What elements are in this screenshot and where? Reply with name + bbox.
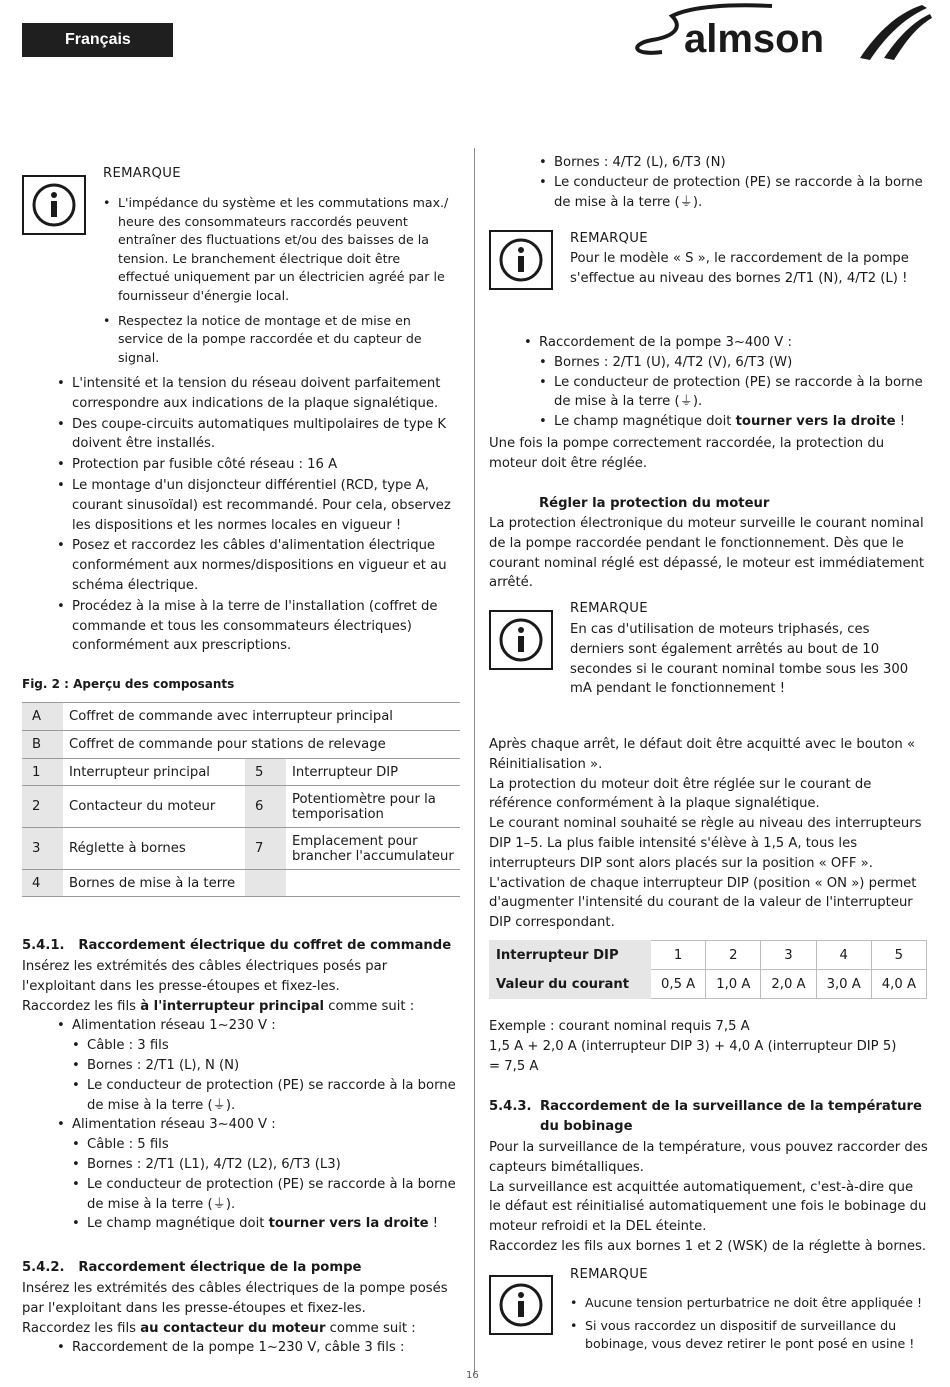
paragraph: 1,5 A + 2,0 A (interrupteur DIP 3) + 4,0 A (interrupteur DIP 5) = 7,5 A bbox=[489, 1038, 897, 1074]
dip-cell: 0,5 A bbox=[651, 970, 706, 999]
pump3-list bbox=[524, 333, 929, 432]
motor-protection-heading: Régler la protection du moteur bbox=[539, 496, 770, 511]
bold-text: tourner vers la droite bbox=[268, 1216, 429, 1232]
supply-list bbox=[57, 1016, 462, 1234]
terminal-list bbox=[539, 153, 929, 212]
section-title: Raccordement électrique de la pompe bbox=[78, 1260, 362, 1275]
list-item: • Raccordement de la pompe 1~230 V, câble 3 fils : bbox=[57, 1338, 462, 1358]
section-number: 5.4.2. bbox=[22, 1260, 65, 1275]
dip-cell: 4,0 A bbox=[871, 970, 926, 999]
paragraph: Insérez les extrémités des câbles électriques de la pompe posés par l'exploitant dans les presse-étoupes et fixez-les. bbox=[22, 1281, 448, 1316]
text: Raccordez les fils bbox=[22, 998, 141, 1014]
text: Alimentation réseau 1~230 V : bbox=[72, 1018, 276, 1034]
comp-label: Interrupteur principal bbox=[63, 759, 245, 786]
list-item bbox=[524, 333, 929, 432]
paragraph: Exemple : courant nominal requis 7,5 A bbox=[489, 1019, 750, 1034]
list-item bbox=[539, 412, 929, 432]
sub-list bbox=[539, 353, 929, 432]
list-item: • Câble : 3 fils bbox=[72, 1036, 462, 1056]
paragraph: Raccordez les fils aux bornes 1 et 2 (WSK) de la réglette à bornes. bbox=[489, 1238, 927, 1254]
req-item: • Procédez à la mise à la terre de l'installation (coffret de commande et tous les consommateurs électriques) conformément aux prescriptions. bbox=[57, 597, 452, 656]
section-5-4-2-body bbox=[22, 1279, 462, 1358]
text: Le champ magnétique doit bbox=[554, 414, 736, 430]
comp-key bbox=[245, 870, 286, 897]
info-icon bbox=[489, 1275, 553, 1335]
section-5-4-1-heading bbox=[22, 936, 451, 956]
svg-text:almson: almson bbox=[684, 17, 825, 61]
comp-key: B bbox=[22, 731, 63, 759]
figure-caption: Fig. 2 : Aperçu des composants bbox=[22, 677, 235, 691]
bold-text: au contacteur du moteur bbox=[140, 1320, 326, 1336]
req-item: • Des coupe-circuits automatiques multipolaires de type K doivent être installés. bbox=[57, 415, 452, 455]
components-table bbox=[22, 702, 460, 897]
comp-key: 2 bbox=[22, 786, 63, 828]
comp-label: Emplacement pour brancher l'accumulateur bbox=[286, 828, 460, 870]
note-label: REMARQUE bbox=[570, 1267, 648, 1282]
list-item: • Bornes : 4/T2 (L), 6/T3 (N) bbox=[539, 153, 929, 173]
comp-key: 5 bbox=[245, 759, 286, 786]
note4-item: • Si vous raccordez un dispositif de surveillance du bobinage, vous devez retirer le pont posé en usine ! bbox=[570, 1317, 925, 1354]
text: Alimentation réseau 3~400 V : bbox=[72, 1117, 276, 1133]
comp-label: Coffret de commande pour stations de relevage bbox=[63, 731, 460, 759]
dip-cell: 1 bbox=[651, 941, 706, 970]
note3-text: En cas d'utilisation de moteurs triphasés, ces derniers sont également arrêtés au bout de 10 secondes si le courant nominal tombe sous les 300 mA pendant le fonctionnement ! bbox=[570, 622, 909, 697]
dip-cell: 3,0 A bbox=[816, 970, 871, 999]
comp-key: 6 bbox=[245, 786, 286, 828]
list-item: • Le conducteur de protection (PE) se raccorde à la borne de mise à la terre (⏚). bbox=[72, 1175, 462, 1215]
note4-list bbox=[570, 1294, 925, 1354]
note-label: REMARQUE bbox=[570, 601, 648, 616]
list-item bbox=[72, 1214, 462, 1234]
page-number: 16 bbox=[466, 1370, 479, 1381]
paragraph bbox=[22, 1319, 462, 1339]
info-icon bbox=[489, 230, 553, 290]
dip-cell: 2 bbox=[706, 941, 761, 970]
dip-cell: 4 bbox=[816, 941, 871, 970]
note4-item: • Aucune tension perturbatrice ne doit être appliquée ! bbox=[570, 1294, 925, 1313]
text: ! bbox=[895, 414, 906, 430]
requirements-list bbox=[57, 374, 452, 656]
note2-text: Pour le modèle « S », le raccordement de la pompe s'effectue au niveau des bornes 2/T1 (N), 4/T2 (L) ! bbox=[570, 251, 909, 286]
dip-row-label: Valeur du courant bbox=[490, 970, 651, 999]
column-divider bbox=[474, 148, 475, 1373]
paragraph: La protection électronique du moteur surveille le courant nominal de la pompe raccordée pendant le fonctionnement. Dès que le courant nominal réglé est dépassé, le moteur est immédiatement arrêté. bbox=[489, 516, 925, 591]
dip-explanation bbox=[489, 735, 929, 933]
dip-row-label: Interrupteur DIP bbox=[490, 941, 651, 970]
info-icon bbox=[22, 175, 86, 235]
note-label: REMARQUE bbox=[570, 231, 648, 246]
example bbox=[489, 1017, 909, 1076]
list-item: • Bornes : 2/T1 (L1), 4/T2 (L2), 6/T3 (L3) bbox=[72, 1155, 462, 1175]
text: Raccordez les fils bbox=[22, 1320, 141, 1336]
note1-list bbox=[103, 194, 453, 367]
info-icon bbox=[489, 610, 553, 670]
list-item bbox=[57, 1016, 462, 1115]
comp-key: 7 bbox=[245, 828, 286, 870]
dip-cell: 5 bbox=[871, 941, 926, 970]
note1-item: • Respectez la notice de montage et de mise en service de la pompe raccordée et du capteur de signal. bbox=[103, 312, 453, 368]
list-item: • Le conducteur de protection (PE) se raccorde à la borne de mise à la terre (⏚). bbox=[539, 373, 929, 413]
pump-list bbox=[57, 1338, 462, 1358]
list-item bbox=[57, 1115, 462, 1234]
paragraph bbox=[22, 997, 462, 1017]
paragraph: La surveillance est acquittée automatiquement, c'est-à-dire que le défaut est réinitialisé automatiquement une fois le bobinage du moteur refroidi et la DEL éteinte. bbox=[489, 1179, 927, 1235]
comp-key: 3 bbox=[22, 828, 63, 870]
bold-text: à l'interrupteur principal bbox=[140, 998, 325, 1014]
dip-cell: 3 bbox=[761, 941, 816, 970]
section-5-4-3-body bbox=[489, 1138, 929, 1257]
paragraph: Le courant nominal souhaité se règle au niveau des interrupteurs DIP 1–5. La plus faible intensité s'élève à 1,5 A, tous les interrupteurs DIP sont alors placés sur la position « OFF ». L'activation de chaque interrupteur DIP (position « ON ») permet d'augmenter l'intensité du courant de la valeur de l'interrupteur DIP correspondant. bbox=[489, 816, 922, 931]
section-5-4-2-heading bbox=[22, 1258, 361, 1278]
comp-label: Bornes de mise à la terre bbox=[63, 870, 245, 897]
comp-label bbox=[286, 870, 460, 897]
dip-cell: 2,0 A bbox=[761, 970, 816, 999]
comp-key: A bbox=[22, 703, 63, 731]
list-item: • Câble : 5 fils bbox=[72, 1135, 462, 1155]
paragraph: Insérez les extrémités des câbles électriques posés par l'exploitant dans les presse-étoupes et fixez-les. bbox=[22, 959, 388, 994]
comp-label: Réglette à bornes bbox=[63, 828, 245, 870]
text: Raccordement de la pompe 3~400 V : bbox=[539, 335, 792, 350]
req-item: • Le montage d'un disjoncteur différentiel (RCD, type A, courant sinusoïdal) est recommandé. Pour cela, observez les dispositions et les normes locales en vigueur ! bbox=[57, 476, 452, 535]
text: comme suit : bbox=[325, 1320, 416, 1336]
note-label: REMARQUE bbox=[103, 166, 181, 181]
comp-label: Coffret de commande avec interrupteur principal bbox=[63, 703, 460, 731]
section-number: 5.4.1. bbox=[22, 938, 65, 953]
req-item: • Posez et raccordez les câbles d'alimentation électrique conformément aux normes/dispositions en vigueur et au schéma électrique. bbox=[57, 536, 452, 595]
section-5-4-1-body bbox=[22, 957, 462, 1234]
dip-table bbox=[489, 940, 927, 999]
comp-label: Contacteur du moteur bbox=[63, 786, 245, 828]
comp-label: Potentiomètre pour la temporisation bbox=[286, 786, 460, 828]
sub-list bbox=[72, 1036, 462, 1115]
list-item: • Bornes : 2/T1 (U), 4/T2 (V), 6/T3 (W) bbox=[539, 353, 929, 373]
salmson-logo bbox=[622, 0, 932, 62]
list-item: • Le conducteur de protection (PE) se raccorde à la borne de mise à la terre (⏚). bbox=[72, 1076, 462, 1116]
list-item: • Le conducteur de protection (PE) se raccorde à la borne de mise à la terre (⏚). bbox=[539, 173, 929, 213]
note1-item: • L'impédance du système et les commutations max./ heure des consommateurs raccordés peuvent entraîner des fluctuations et/ou des baisses de la tension. Le branchement électrique doit être effectué uniquement par un électricien agréé par le fournisseur d'énergie local. bbox=[103, 194, 453, 306]
dip-cell: 1,0 A bbox=[706, 970, 761, 999]
language-tab: Français bbox=[22, 23, 173, 57]
section-5-4-3-heading bbox=[489, 1097, 929, 1137]
req-item: • L'intensité et la tension du réseau doivent parfaitement correspondre aux indications de la plaque signalétique. bbox=[57, 374, 452, 414]
sub-list bbox=[72, 1135, 462, 1234]
text: Le champ magnétique doit bbox=[87, 1216, 269, 1232]
paragraph: Pour la surveillance de la température, vous pouvez raccorder des capteurs bimétalliques. bbox=[489, 1140, 928, 1175]
comp-key: 1 bbox=[22, 759, 63, 786]
text: comme suit : bbox=[324, 998, 415, 1014]
comp-key: 4 bbox=[22, 870, 63, 897]
section-number: 5.4.3. bbox=[489, 1099, 532, 1114]
req-item: • Protection par fusible côté réseau : 16 A bbox=[57, 455, 452, 475]
section-title: Raccordement électrique du coffret de commande bbox=[78, 938, 452, 953]
paragraph: Après chaque arrêt, le défaut doit être acquitté avec le bouton « Réinitialisation ». bbox=[489, 737, 916, 772]
bold-text: tourner vers la droite bbox=[735, 414, 896, 430]
paragraph: La protection du moteur doit être réglée sur le courant de référence conformément à la plaque signalétique. bbox=[489, 776, 872, 812]
comp-label: Interrupteur DIP bbox=[286, 759, 460, 786]
paragraph: Une fois la pompe correctement raccordée, la protection du moteur doit être réglée. bbox=[489, 436, 885, 471]
list-item: • Bornes : 2/T1 (L), N (N) bbox=[72, 1056, 462, 1076]
text: ! bbox=[428, 1216, 439, 1232]
section-title: Raccordement de la surveillance de la température du bobinage bbox=[540, 1099, 922, 1134]
